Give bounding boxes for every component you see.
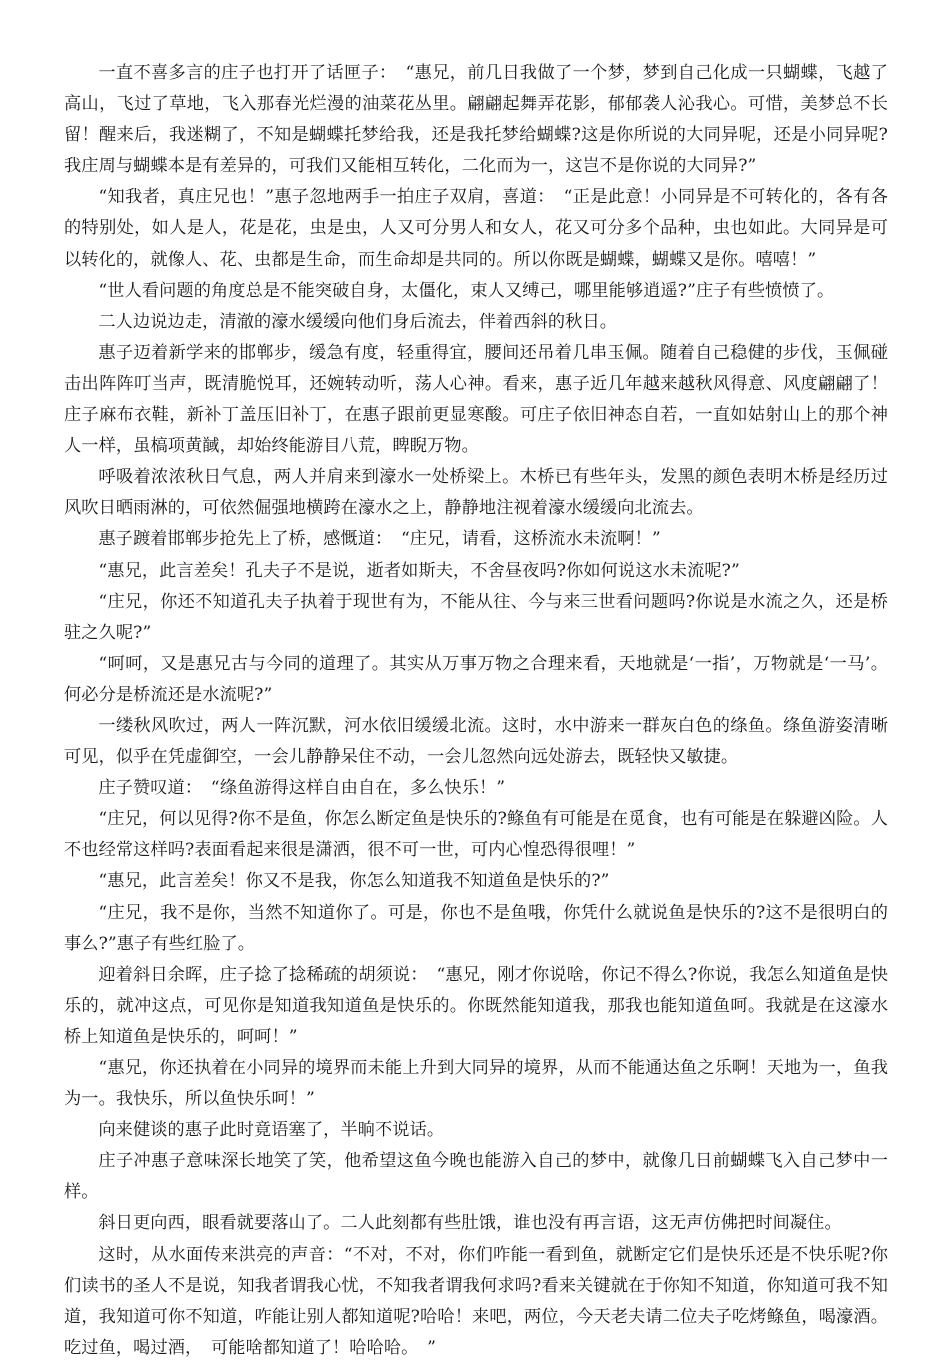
article-body bbox=[64, 58, 888, 1364]
paragraph: 向来健谈的惠子此时竟语塞了，半晌不说话。 bbox=[98, 1120, 445, 1141]
paragraph: “世人看问题的角度总是不能突破自身，太僵化，束人又缚己，哪里能够逍遥?”庄子有些愤愤了。 bbox=[98, 280, 835, 301]
paragraph: 迎着斜日余晖，庄子捻了捻稀疏的胡须说： “惠兄，刚才你说啥，你记不得么?你说，我怎么知道鱼是快乐的，就冲这点，可见你是知道我知道鱼是快乐的。你既然能知道我，那我也能知道鱼呵。我就是在这濠水桥上知道鱼是快乐的，呵呵！” bbox=[64, 964, 888, 1047]
paragraph: 呼吸着浓浓秋日气息，两人并肩来到濠水一处桥梁上。木桥已有些年头，发黑的颜色表明木桥是经历过风吹日晒雨淋的，可依然倔强地横跨在濠水之上，静静地注视着濠水缓缓向北流去。 bbox=[64, 467, 888, 519]
paragraph: “知我者，真庄兄也！”惠子忽地两手一拍庄子双肩，喜道： “正是此意！小同异是不可转化的，各有各的特别处，如人是人，花是花，虫是虫，人又可分男人和女人，花又可分多个品种，虫也如此。大同异是可以转化的，就像人、花、虫都是生命，而生命却是共同的。所以你既是蝴蝶，蝴蝶又是你。嘻嘻！” bbox=[64, 187, 888, 270]
paragraph: “庄兄，你还不知道孔夫子执着于现世有为，不能从往、今与来三世看问题吗?你说是水流之久，还是桥驻之久呢?” bbox=[64, 591, 888, 643]
paragraph: 这时，从水面传来洪亮的声音：“不对，不对，你们咋能一看到鱼，就断定它们是快乐还是不快乐呢?你们读书的圣人不是说，知我者谓我心忧，不知我者谓我何求吗?看来关键就在于你知不知道，你知道可我不知道，我知道可你不知道，咋能让别人都知道呢?哈哈！来吧，两位，今天老夫请二位夫子吃烤鲦鱼，喝濠酒。吃过鱼，喝过酒， 可能啥都知道了！哈哈哈。 ” bbox=[64, 1244, 888, 1358]
paragraph: 庄子冲惠子意味深长地笑了笑，他希望这鱼今晚也能游入自己的梦中，就像几日前蝴蝶飞入自己梦中一样。 bbox=[64, 1151, 888, 1203]
paragraph: 一直不喜多言的庄子也打开了话匣子： “惠兄，前几日我做了一个梦，梦到自己化成一只蝴蝶，飞越了高山，飞过了草地，飞入那春光烂漫的油菜花丛里。翩翩起舞弄花影，郁郁袭人沁我心。可惜，美梦总不长留！醒来后，我迷糊了，不知是蝴蝶托梦给我，还是我托梦给蝴蝶?这是你所说的大同异呢，还是小同异呢?我庄周与蝴蝶本是有差异的，可我们又能相互转化，二化而为一，这岂不是你说的大同异?” bbox=[64, 63, 888, 177]
paragraph: 二人边说边走，清澈的濠水缓缓向他们身后流去，伴着西斜的秋日。 bbox=[98, 311, 618, 332]
paragraph: “庄兄，我不是你，当然不知道你了。可是，你也不是鱼哦，你凭什么就说鱼是快乐的?这不是很明白的事么?”惠子有些红脸了。 bbox=[64, 902, 888, 954]
paragraph: “庄兄，何以见得?你不是鱼，你怎么断定鱼是快乐的?鲦鱼有可能是在觅食，也有可能是在躲避凶险。人不也经常这样吗?表面看起来很是潇洒，很不可一世，可内心惶恐得很哩！” bbox=[64, 809, 888, 861]
paragraph: 惠子迈着新学来的邯郸步，缓急有度，轻重得宜，腰间还吊着几串玉佩。随着自己稳健的步伐，玉佩碰击出阵阵叮当声，既清脆悦耳，还婉转动听，荡人心神。看来，惠子近几年越来越秋风得意、风度翩翩了！庄子麻布衣鞋，新补丁盖压旧补丁，在惠子跟前更显寒酸。可庄子依旧神态自若，一直如姑射山上的那个神人一样，虽槁项黄馘，却始终能游目八荒，睥睨万物。 bbox=[64, 342, 888, 457]
paragraph: “惠兄，此言差矣！你又不是我，你怎么知道我不知道鱼是快乐的?” bbox=[98, 871, 610, 892]
paragraph: 惠子踱着邯郸步抢先上了桥，感慨道： “庄兄，请看，这桥流水未流啊！” bbox=[98, 529, 661, 550]
paragraph: “惠兄，你还执着在小同异的境界而未能上升到大同异的境界，从而不能通达鱼之乐啊！天地为一，鱼我为一。我快乐，所以鱼快乐呵！” bbox=[64, 1058, 888, 1110]
paragraph: 一缕秋风吹过，两人一阵沉默，河水依旧缓缓北流。这时，水中游来一群灰白色的绦鱼。绦鱼游姿清晰可见，似乎在凭虚御空，一会儿静静呆住不动，一会儿忽然向远处游去，既轻快又敏捷。 bbox=[64, 715, 888, 768]
paragraph: “惠兄，此言差矣！孔夫子不是说，逝者如斯夫，不舍昼夜吗?你如何说这水未流呢?” bbox=[98, 560, 740, 581]
paragraph: 斜日更向西，眼看就要落山了。二人此刻都有些肚饿，谁也没有再言语，这无声仿佛把时间凝住。 bbox=[98, 1213, 842, 1234]
paragraph: “呵呵，又是惠兄古与今同的道理了。其实从万事万物之合理来看，天地就是‘一指’，万物就是‘一马’。何必分是桥流还是水流呢?” bbox=[64, 653, 888, 705]
paragraph: 庄子赞叹道： “绦鱼游得这样自由自在，多么快乐！” bbox=[98, 778, 506, 799]
